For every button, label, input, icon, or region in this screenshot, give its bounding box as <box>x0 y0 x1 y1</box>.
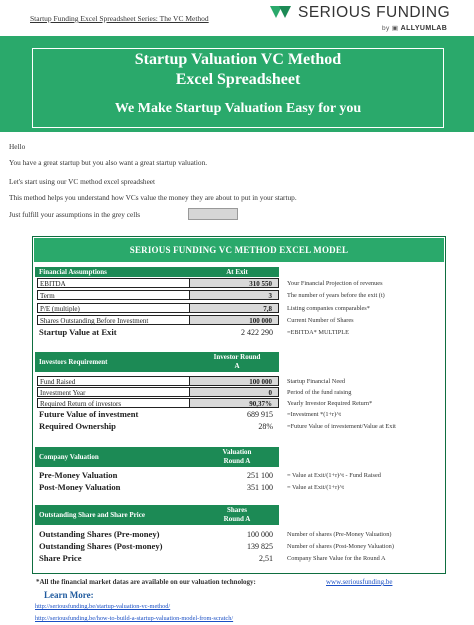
hero-title-line1: Startup Valuation VC Method <box>134 51 342 68</box>
ebitda-input[interactable]: 310 550 <box>189 278 279 288</box>
table-row <box>35 470 279 481</box>
table-row <box>35 529 279 540</box>
investors-requirement-label: Investors Requirement <box>39 358 108 366</box>
valuation-round-label <box>195 448 279 466</box>
financial-assumptions-label: Financial Assumptions <box>39 268 107 276</box>
hero-title-line2: Excel Spreadsheet <box>175 71 301 88</box>
intro-line4: Just fulfill your assumptions in the grey cells <box>9 210 141 219</box>
investors-requirement-header <box>35 352 279 372</box>
hero-frame <box>32 48 444 128</box>
company-valuation-label: Company Valuation <box>39 453 99 461</box>
row-label: Outstanding Shares (Post-money) <box>37 541 189 552</box>
shares-post-money-result: 139 825 <box>247 542 273 551</box>
row-note: = Value at Exit/(1+r)^t <box>287 484 344 491</box>
company-valuation-header <box>35 447 279 467</box>
table-row <box>35 290 279 300</box>
required-ownership-result: 28% <box>258 422 273 431</box>
post-money-result: 351 100 <box>247 483 273 492</box>
row-note: Your Financial Projection of revenues <box>287 280 383 287</box>
shares-round-line1: Shares <box>226 506 248 514</box>
row-label: Startup Value at Exit <box>37 327 189 338</box>
row-label: Term <box>37 290 189 300</box>
row-note: Current Number of Shares <box>287 317 354 324</box>
logo-by: by <box>382 25 390 32</box>
intro-line2: Let's start using our VC method excel spreadsheet <box>9 177 156 186</box>
row-label: Required Return of investors <box>37 398 189 408</box>
pre-money-result: 251 100 <box>247 471 273 480</box>
table-row <box>35 421 279 432</box>
row-label: EBITDA <box>37 278 189 288</box>
table-row <box>35 315 279 325</box>
row-note: =Future Value of investement/Value at Exit <box>287 423 396 430</box>
row-label: Required Ownership <box>37 421 189 432</box>
valuation-round-line2: Round A <box>223 457 251 465</box>
required-return-input[interactable]: 90,37% <box>189 398 279 408</box>
investment-year-input[interactable]: 0 <box>189 387 279 397</box>
shares-round-label <box>195 506 279 524</box>
pe-multiple-input[interactable]: 7,8 <box>189 303 279 313</box>
row-note: =Investment *(1+r)^t <box>287 411 341 418</box>
logo-text: SERIOUS FUNDING <box>298 4 451 21</box>
row-label: Pre-Money Valuation <box>37 470 189 481</box>
startup-value-result: 2 422 290 <box>241 328 273 337</box>
intro-line1: You have a great startup but you also want a great startup valuation. <box>9 158 208 167</box>
table-row <box>35 482 279 493</box>
logo-company: ALLYUMLAB <box>400 25 448 32</box>
row-note: Number of shares (Post-Money Valuation) <box>287 543 394 550</box>
table-row <box>35 387 279 397</box>
investor-round-line2: A <box>234 362 240 370</box>
row-note: Number of shares (Pre-Money Valuation) <box>287 531 392 538</box>
logo-triangles-icon <box>270 6 294 20</box>
hero-banner <box>0 36 474 132</box>
model-title: SERIOUS FUNDING VC METHOD EXCEL MODEL <box>34 238 444 262</box>
logo-byline <box>382 24 447 32</box>
row-label: Fund Raised <box>37 376 189 386</box>
table-row <box>35 553 279 564</box>
allyumlab-icon: ▣ <box>391 25 399 32</box>
financial-assumptions-header <box>35 267 279 277</box>
valuation-round-line1: Valuation <box>222 448 252 456</box>
intro-line3: This method helps you understand how VCs value the money they are about to put in your startup. <box>9 193 297 202</box>
row-note: Company Share Value for the Round A <box>287 555 386 562</box>
row-note: Period of the fund raising <box>287 389 352 396</box>
shares-pre-money-result: 100 000 <box>247 530 273 539</box>
serious-funding-logo[interactable] <box>270 4 470 34</box>
term-input[interactable]: 3 <box>189 290 279 300</box>
grey-cell-sample <box>188 208 238 220</box>
intro-hello: Hello <box>9 142 26 151</box>
row-label: Outstanding Shares (Pre-money) <box>37 529 189 540</box>
series-link[interactable]: Startup Funding Excel Spreadsheet Series: The VC Method <box>30 14 209 23</box>
market-data-footnote: *All the financial market datas are available on our valuation technology: <box>36 578 256 586</box>
vc-method-model <box>32 236 446 574</box>
row-note: =EBITDA* MULTIPLE <box>287 329 349 336</box>
row-note: Startup Financial Need <box>287 378 346 385</box>
row-note: Listing companies comparables* <box>287 305 370 312</box>
row-label: Share Price <box>37 553 189 564</box>
valuation-model-article-link[interactable]: http://seriousfunding.be/how-to-build-a-startup-valuation-model-from-scratch/ <box>35 615 234 622</box>
shares-outstanding-input[interactable]: 100 000 <box>189 315 279 325</box>
table-row <box>35 409 279 420</box>
table-row <box>35 398 279 408</box>
hero-tagline: We Make Startup Valuation Easy for you <box>114 101 362 116</box>
row-label: Shares Outstanding Before Investment <box>37 315 189 325</box>
investor-round-line1: Investor Round <box>213 353 261 361</box>
future-value-result: 689 915 <box>247 410 273 419</box>
fund-raised-input[interactable]: 100 000 <box>189 376 279 386</box>
table-row <box>35 327 279 338</box>
row-label: Investment Year <box>37 387 189 397</box>
at-exit-label: At Exit <box>226 268 248 276</box>
shares-round-line2: Round A <box>223 515 251 523</box>
share-price-result: 2,51 <box>259 554 273 563</box>
seriousfunding-site-link[interactable]: www.seriousfunding.be <box>326 578 393 586</box>
shares-header <box>35 505 279 525</box>
shares-section-label: Outstanding Share and Share Price <box>39 511 145 519</box>
vc-method-article-link[interactable]: http://seriousfunding.be/startup-valuation-vc-method/ <box>35 603 171 610</box>
table-row <box>35 278 279 288</box>
table-row <box>35 376 279 386</box>
table-row <box>35 541 279 552</box>
row-label: P/E (multiple) <box>37 303 189 313</box>
row-note: Yearly Investor Required Return* <box>287 400 373 407</box>
table-row <box>35 303 279 313</box>
row-label: Post-Money Valuation <box>37 482 189 493</box>
learn-more-heading: Learn More: <box>44 590 94 600</box>
investor-round-label <box>195 353 279 371</box>
row-note: = Value at Exit/(1+r)^t - Fund Raised <box>287 472 381 479</box>
row-label: Future Value of investment <box>37 409 189 420</box>
row-note: The number of years before the exit (t) <box>287 292 385 299</box>
